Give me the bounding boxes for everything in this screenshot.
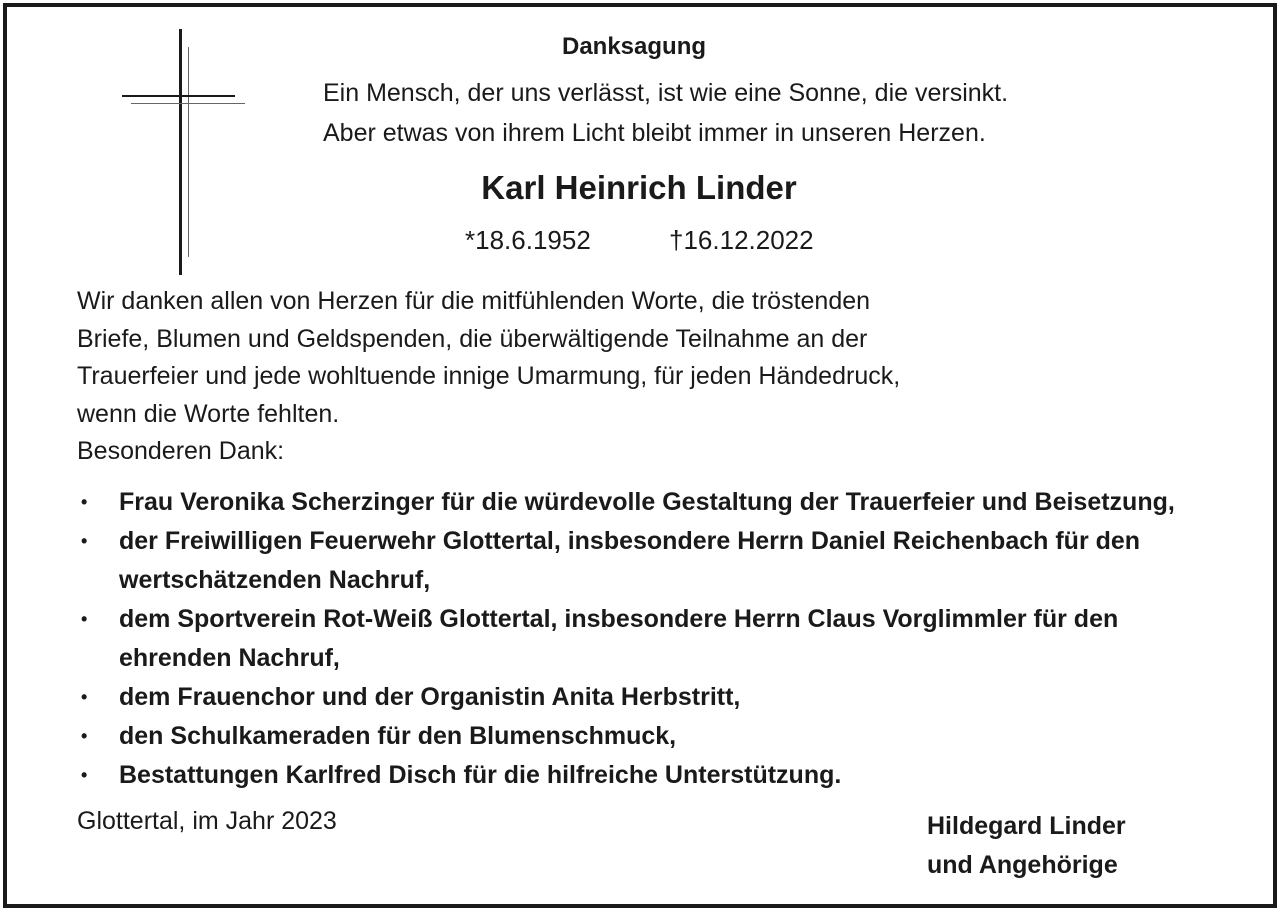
bullet-icon: • <box>81 609 88 629</box>
list-item-line: dem Frauenchor und der Organistin Anita Herbstritt, <box>119 683 741 711</box>
bullet-icon: • <box>81 531 88 551</box>
list-item-line: wertschätzenden Nachruf, <box>119 566 431 594</box>
thanks-line: wenn die Worte fehlten. <box>77 399 340 428</box>
cross-icon-shadow-bar <box>131 103 245 104</box>
thanks-line: Trauerfeier und jede wohltuende innige Umarmung, für jeden Händedruck, <box>77 362 901 390</box>
bullet-icon: • <box>81 687 88 707</box>
cross-icon-shadow-vertical <box>188 47 189 257</box>
deceased-name: Karl Heinrich Linder <box>481 169 797 206</box>
list-item <box>77 756 1175 795</box>
list-item-line: der Freiwilligen Feuerwehr Glottertal, insbesondere Herrn Daniel Reichenbach für den <box>119 527 1141 555</box>
list-item-line: ehrenden Nachruf, <box>119 644 340 672</box>
thanks-line: Wir danken allen von Herzen für die mitfühlenden Worte, die tröstenden <box>77 287 871 315</box>
list-item <box>77 522 1175 600</box>
place-date: Glottertal, im Jahr 2023 <box>77 807 337 835</box>
special-thanks-label: Besonderen Dank: <box>77 437 285 465</box>
quote-line-1: Ein Mensch, der uns verlässt, ist wie eine Sonne, die versinkt. <box>323 79 1009 107</box>
death-date: †16.12.2022 <box>669 225 814 255</box>
signature-line-2: und Angehörige <box>927 851 1118 879</box>
list-item-line: Bestattungen Karlfred Disch für die hilfreiche Unterstützung. <box>119 761 842 789</box>
list-item <box>77 483 1175 522</box>
bullet-icon: • <box>81 726 88 746</box>
list-item-line: Frau Veronika Scherzinger für die würdevolle Gestaltung der Trauerfeier und Beisetzung, <box>119 488 1175 516</box>
bullet-icon: • <box>81 765 88 785</box>
signature-line-1: Hildegard Linder <box>927 812 1126 840</box>
thanks-line: Briefe, Blumen und Geldspenden, die überwältigende Teilnahme an der <box>77 324 868 353</box>
birth-date: *18.6.1952 <box>465 225 591 255</box>
list-item-line: dem Sportverein Rot-Weiß Glottertal, insbesondere Herrn Claus Vorglimmler für den <box>119 605 1119 633</box>
thanks-paragraph <box>77 283 900 471</box>
quote-line-2: Aber etwas von ihrem Licht bleibt immer in unseren Herzen. <box>323 119 986 147</box>
cross-icon <box>179 29 182 275</box>
bullet-icon: • <box>81 492 88 512</box>
list-item <box>77 600 1175 678</box>
heading: Danksagung <box>561 33 707 60</box>
special-thanks-list <box>77 483 1175 795</box>
list-item-line: den Schulkameraden für den Blumenschmuck, <box>119 722 677 750</box>
list-item <box>77 678 1175 717</box>
signature <box>927 807 1126 885</box>
obituary-frame <box>3 3 1277 908</box>
cross-icon-bar <box>122 95 235 97</box>
list-item <box>77 717 1175 756</box>
